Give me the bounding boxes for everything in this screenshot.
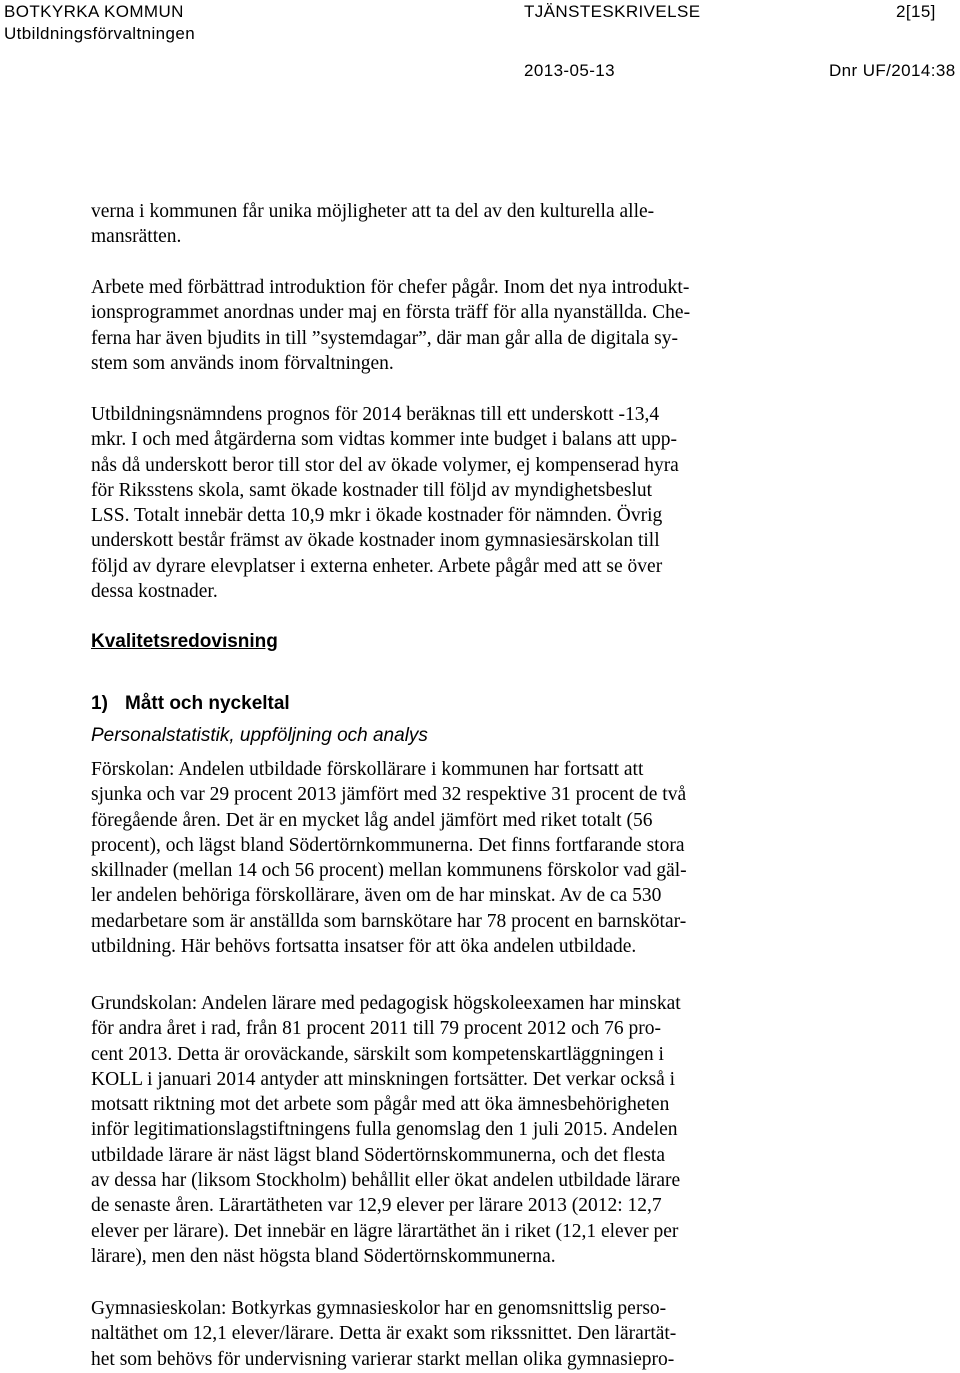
text-line: utbildade lärare är näst lägst bland Södertörnskommunerna, och det flesta (91, 1144, 665, 1166)
text-line: naltäthet om 12,1 elever/lärare. Detta är exakt som rikssnittet. Den lärartät- (91, 1323, 677, 1345)
paragraph-upper-secondary (91, 1296, 807, 1372)
quality-report-heading: Kvalitetsredovisning (91, 631, 278, 652)
text-line: elever per lärare). Det innebär en lägre lärartäthet än i riket (12,1 elever per (91, 1220, 679, 1242)
section-heading (91, 692, 290, 716)
document-dnr: Dnr UF/2014:38 (829, 61, 956, 80)
text-line: Grundskolan: Andelen lärare med pedagogisk högskoleexamen har minskat (91, 993, 681, 1014)
org-name: BOTKYRKA KOMMUN (4, 2, 184, 21)
document-type: TJÄNSTESKRIVELSE (524, 2, 701, 21)
paragraph-compulsory-school (91, 991, 807, 1269)
text-line: Gymnasieskolan: Botkyrkas gymnasieskolor har en genomsnittslig perso- (91, 1298, 667, 1319)
text-line: för andra året i rad, från 81 procent 2011 till 79 procent 2012 och 76 pro- (91, 1018, 662, 1040)
department-name: Utbildningsförvaltningen (4, 24, 196, 43)
text-line: procent), och lägst bland Södertörnkommunerna. Det finns fortfarande stora (91, 834, 685, 856)
section-number: 1) (91, 693, 108, 714)
text-line: het som behövs för undervisning varierar starkt mellan olika gymnasiepro- (91, 1348, 675, 1370)
text-line: LSS. Totalt innebär detta 10,9 mkr i ökade kostnader för nämnden. Övrig (91, 505, 663, 527)
subsection-heading: Personalstatistik, uppföljning och analys (91, 725, 428, 746)
text-line: cent 2013. Detta är oroväckande, särskilt som kompetenskartläggningen i (91, 1043, 664, 1065)
text-line: nås då underskott beror till stor del av ökade volymer, ej kompenserad hyra (91, 454, 679, 476)
text-line: Arbete med förbättrad introduktion för chefer pågår. Inom det nya introdukt- (91, 277, 690, 298)
page-number: 2[15] (896, 2, 936, 21)
text-line: föregående åren. Det är en mycket låg andel jämfört med riket totalt (56 (91, 809, 653, 831)
text-line: ionsprogrammet anordnas under maj en första träff för alla nyanställda. Che- (91, 302, 691, 324)
paragraph-forecast (91, 402, 807, 604)
section-title: Mått och nyckeltal (125, 693, 290, 714)
paragraph-preschool (91, 757, 807, 959)
text-line: medarbetare som är anställda som barnskötare har 78 procent en barnskötar- (91, 910, 687, 932)
text-line: motsatt riktning mot det arbete som pågår med att öka ämnesbehörigheten (91, 1094, 670, 1116)
text-line: KOLL i januari 2014 antyder att minskningen fortsätter. Det verkar också i (91, 1068, 676, 1090)
text-line: ferna har även bjudits in till ”systemdagar”, där man går alla de digitala sy- (91, 327, 678, 349)
document-date: 2013-05-13 (524, 61, 615, 80)
text-line: mkr. I och med åtgärderna som vidtas kommer inte budget i balans att upp- (91, 429, 677, 451)
text-line: av dessa har (liksom Stockholm) behållit eller ökat andelen utbildade lärare (91, 1170, 681, 1192)
text-line: för Riksstens skola, samt ökade kostnader till följd av myndighetsbeslut (91, 479, 653, 501)
text-line: underskott består främst av ökade kostnader inom gymnasiesärskolan till (91, 530, 660, 552)
text-line: följd av dyrare elevplatser i externa enheter. Arbete pågår med att se över (91, 555, 663, 577)
text-line: lärare), men den näst högsta bland Södertörnskommunerna. (91, 1245, 556, 1267)
paragraph-introduction (91, 275, 807, 376)
text-line: stem som används inom förvaltningen. (91, 352, 394, 374)
text-line: ler andelen behöriga förskollärare, även om de har minskat. Av de ca 530 (91, 885, 662, 907)
text-line: verna i kommunen får unika möjligheter att ta del av den kulturella alle- (91, 201, 655, 222)
text-line: de senaste åren. Lärartätheten var 12,9 elever per lärare 2013 (2012: 12,7 (91, 1195, 662, 1217)
text-line: Förskolan: Andelen utbildade förskollärare i kommunen har fortsatt att (91, 759, 644, 780)
paragraph-culture (91, 199, 807, 250)
text-line: utbildning. Här behövs fortsatta insatser för att öka andelen utbildade. (91, 936, 637, 958)
text-line: skillnader (mellan 14 och 56 procent) mellan kommunens förskolor vad gäl- (91, 860, 687, 882)
text-line: inför legitimationslagstiftningens fulla genomslag den 1 juli 2015. Andelen (91, 1119, 678, 1141)
text-line: mansrätten. (91, 226, 182, 248)
text-line: dessa kostnader. (91, 581, 218, 603)
text-line: sjunka och var 29 procent 2013 jämfört med 32 respektive 31 procent de två (91, 784, 687, 806)
text-line: Utbildningsnämndens prognos för 2014 beräknas till ett underskott -13,4 (91, 404, 660, 425)
